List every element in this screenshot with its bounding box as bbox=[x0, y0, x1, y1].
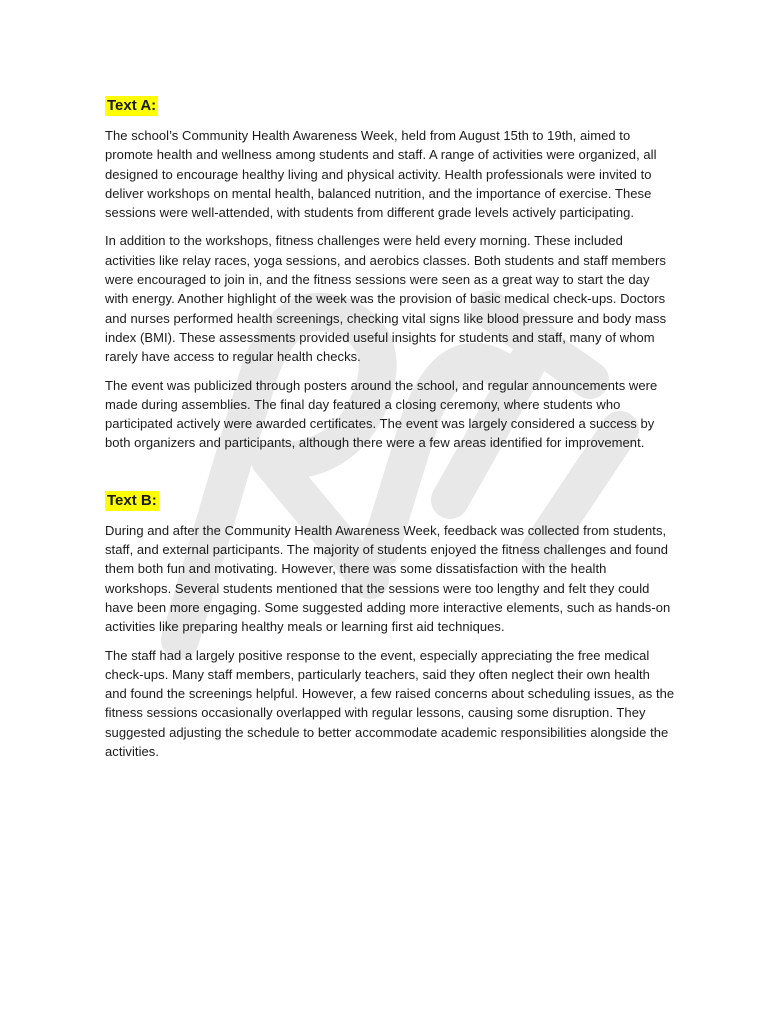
document-page bbox=[105, 96, 675, 770]
text-a-paragraph-2: In addition to the workshops, fitness challenges were held every morning. These included activities like relay races, yoga sessions, and aerobics classes. Both students and staff members were encouraged to join in, and the fitness sessions were seen as a great way to start the day with energy. Another highlight of the week was the provision of basic medical check-ups. Doctors and nurses performed health screenings, checking vital signs like blood pressure and body mass index (BMI). These assessments provided useful insights for students and staff, many of whom rarely have access to regular health checks. bbox=[105, 233, 667, 365]
text-b-heading: Text B: bbox=[107, 491, 157, 509]
text-b-paragraph-1: During and after the Community Health Awareness Week, feedback was collected from students, staff, and external participants. The majority of students enjoyed the fitness challenges and found them both fun and motivating. However, there was some dissatisfaction with the health workshops. Several students mentioned that the sessions were too lengthy and felt they could have been more engaging. Some suggested adding more interactive elements, such as hands-on activities like preparing healthy meals or learning first aid techniques. bbox=[105, 522, 671, 635]
text-a-paragraph-1: The school’s Community Health Awareness Week, held from August 15th to 19th, aimed to promote health and wellness among students and staff. A range of activities were organized, all designed to encourage healthy living and physical activity. Health professionals were invited to deliver workshops on mental health, balanced nutrition, and the importance of exercise. These sessions were well-attended, with students from different grade levels actively participating. bbox=[105, 128, 657, 221]
text-b-section bbox=[105, 491, 675, 762]
text-a-section bbox=[105, 96, 675, 453]
text-a-paragraph-3: The event was publicized through posters around the school, and regular announcements were made during assemblies. The final day featured a closing ceremony, where students who participated actively were awarded certificates. The event was largely considered a success by both organizers and participants, although there were a few areas identified for improvement. bbox=[105, 377, 658, 451]
text-a-heading: Text A: bbox=[107, 97, 157, 114]
text-b-paragraph-2: The staff had a largely positive response to the event, especially appreciating the free medical check-ups. Many staff members, particularly teachers, said they often neglect their own health and found the screenings helpful. However, a few raised concerns about scheduling issues, as the fitness sessions occasionally overlapped with regular lessons, causing some disruption. They suggested adjusting the schedule to better accommodate academic responsibilities alongside the activities. bbox=[105, 647, 675, 760]
